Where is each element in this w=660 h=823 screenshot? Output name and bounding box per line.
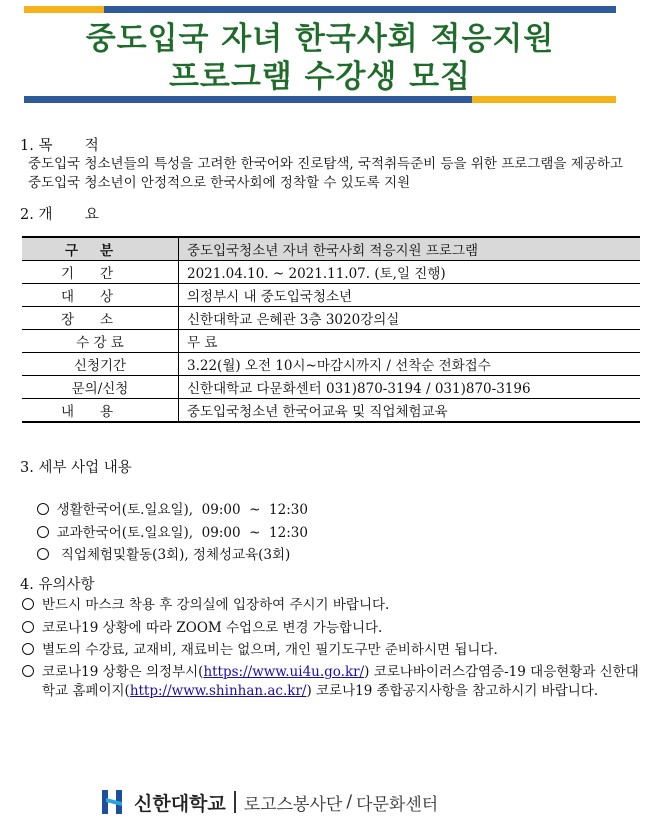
row-value: 중도입국청소년 한국어교육 및 직업체험교육: [179, 399, 641, 423]
bottom-bar-blue: [24, 96, 472, 103]
row-value: 신한대학교 다문화센터 031)870-3194 / 031)870-3196: [179, 376, 641, 399]
shinhan-logo-icon: [100, 788, 126, 816]
section1-text: 중도입국 청소년들의 특성을 고려한 한국어와 진로탐색, 국적취득준비 등을 위한 프로그램을 제공하고 중도입국 청소년이 안정적으로 한국사회에 정착할 수 있도록 지원: [28, 156, 623, 191]
row-key: 대상: [22, 284, 179, 307]
notice-item: 반드시 마스크 착용 후 강의실에 입장하여 주시기 바랍니다.: [22, 596, 632, 615]
row-key: 기간: [22, 261, 179, 284]
table-row: [22, 376, 640, 399]
section3-heading: 3. 세부 사업 내용: [20, 460, 132, 476]
list-item: 교과한국어(토.일요일), 09:00 ~ 12:30: [28, 505, 308, 541]
row-key: 구분: [22, 237, 179, 261]
row-value: 3.22(월) 오전 10시~마감시까지 / 선착순 전화접수: [179, 353, 641, 376]
table-row: [22, 237, 640, 261]
ui4u-link[interactable]: https://www.ui4u.go.kr/: [203, 664, 365, 680]
notice-item: 코로나19 상황은 의정부시(https://www.ui4u.go.kr/) 코로나바이러스감염증-19 대응현황과 신한대학교 홈페이지(http://www.shinhan.ac.kr/) 코로나19 종합공지사항을 참고하시기 바랍니다.: [22, 663, 642, 701]
row-key: 장소: [22, 307, 179, 330]
row-key: 신청기간: [22, 353, 179, 376]
row-key: 문의/신청: [22, 376, 179, 399]
shinhan-link[interactable]: http://www.shinhan.ac.kr/: [129, 683, 307, 699]
row-key: 수 강 료: [22, 330, 179, 353]
table-row: [22, 261, 640, 284]
section4-heading: 4. 유의사항: [20, 577, 95, 593]
circle-bullet-icon: [22, 598, 34, 610]
table-row: [22, 307, 640, 330]
notice-item: 별도의 수강료, 교재비, 재료비는 없으며, 개인 필기도구만 준비하시면 됩니다.: [22, 641, 632, 660]
row-key: 내용: [22, 399, 179, 423]
page-title-line1: 중도입국 자녀 한국사회 적응지원: [85, 21, 555, 57]
overview-table: [22, 236, 640, 423]
university-name: 신한대학교: [134, 792, 226, 815]
row-value: 무 료: [179, 330, 641, 353]
section1-heading: 1. 목 적: [20, 138, 99, 154]
table-row: [22, 353, 640, 376]
list-item: 직업체험및활동(3회), 정체성교육(3회): [28, 527, 290, 563]
circle-bullet-icon: [22, 665, 34, 677]
notice-item: 코로나19 상황에 따라 ZOOM 수업으로 변경 가능합니다.: [22, 619, 632, 638]
bottom-bar-yellow: [472, 96, 616, 103]
divider: [234, 791, 236, 813]
slash-separator: /: [346, 792, 353, 812]
top-bar-blue: [104, 6, 616, 13]
circle-bullet-icon: [37, 548, 49, 560]
top-bar-yellow: [24, 6, 104, 13]
list-item: 생활한국어(토.일요일), 09:00 ~ 12:30: [28, 482, 308, 518]
footer-logo: [100, 786, 560, 818]
org-name-2: 다문화센터: [356, 794, 439, 815]
row-value: 2021.04.10. ~ 2021.11.07. (토,일 진행): [179, 261, 641, 284]
table-row: [22, 399, 640, 423]
circle-bullet-icon: [22, 621, 34, 633]
section2-heading: 2. 개 요: [20, 207, 99, 223]
row-value: 중도입국청소년 자녀 한국사회 적응지원 프로그램: [179, 237, 641, 261]
page-title-line2: 프로그램 수강생 모집: [168, 59, 472, 95]
row-value: 신한대학교 은혜관 3층 3020강의실: [179, 307, 641, 330]
org-name-1: 로고스봉사단: [243, 794, 343, 815]
row-value: 의정부시 내 중도입국청소년: [179, 284, 641, 307]
table-row: [22, 284, 640, 307]
table-row: [22, 330, 640, 353]
circle-bullet-icon: [22, 643, 34, 655]
